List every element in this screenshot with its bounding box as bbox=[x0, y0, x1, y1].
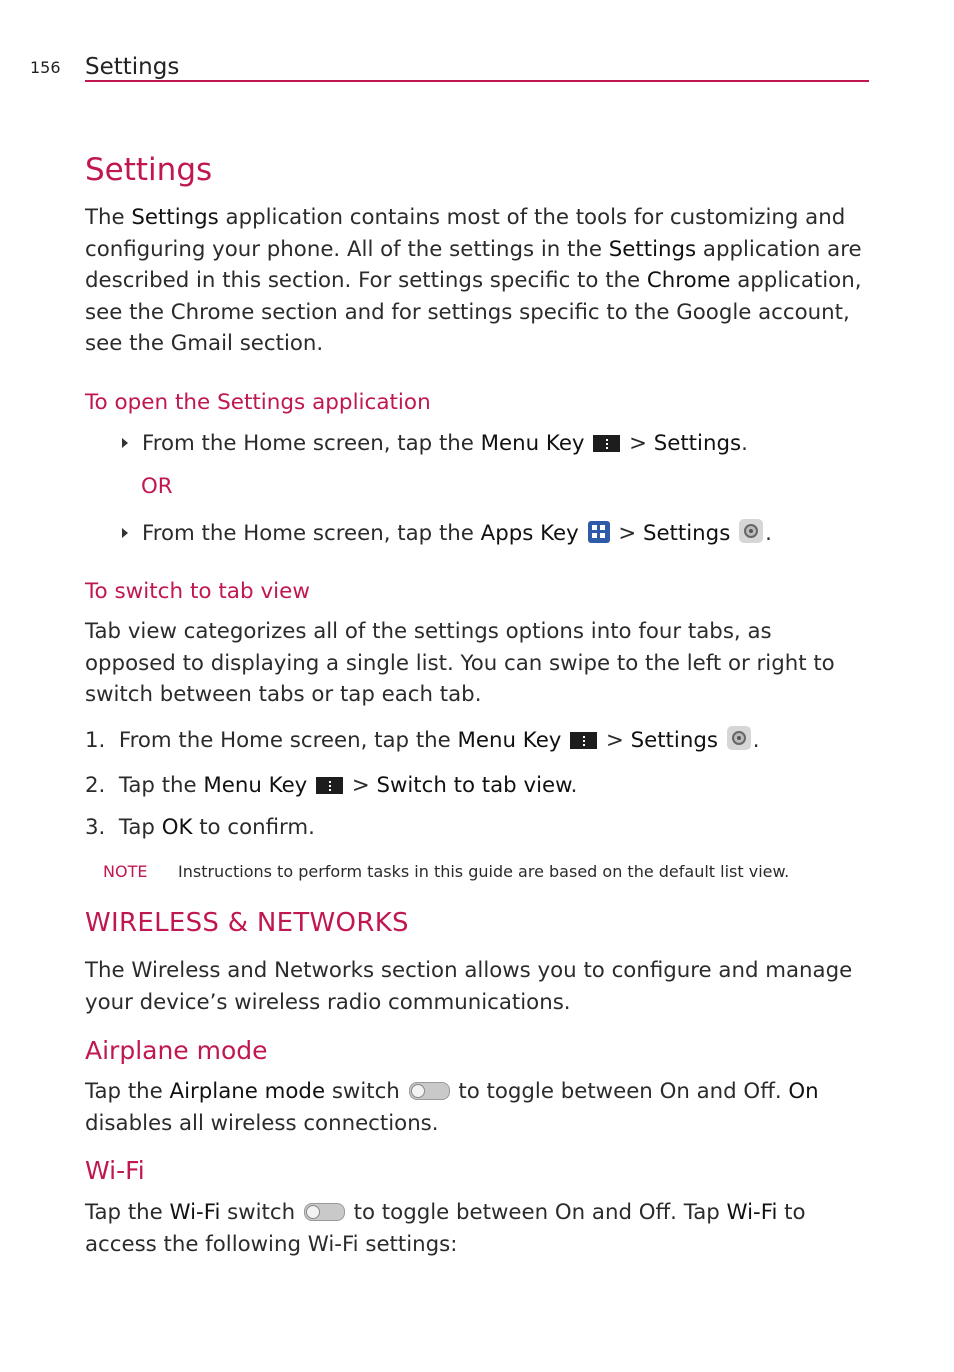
tab-view-step-3: 3. Tap OK to confirm. bbox=[85, 815, 315, 840]
tab-view-step-1: 1. From the Home screen, tap the Menu Key > Settings . bbox=[85, 728, 760, 753]
or-label: OR bbox=[141, 474, 173, 499]
bullet-arrow-icon bbox=[122, 528, 128, 538]
open-settings-step-1: From the Home screen, tap the Menu Key > Settings. bbox=[122, 428, 748, 459]
menu-key-icon bbox=[570, 732, 597, 749]
header-rule bbox=[85, 80, 869, 82]
menu-key-icon bbox=[316, 777, 343, 794]
open-settings-heading: To open the Settings application bbox=[85, 390, 431, 415]
settings-gear-icon bbox=[739, 519, 763, 543]
wifi-heading: Wi-Fi bbox=[85, 1156, 145, 1185]
intro-paragraph: The Settings application contains most of the tools for customizing and configuring your phone. All of the settings in the Settings application are described in this section. For settings specific to the Chrome application, see the Chrome section and for settings specific to the Google account, see the Gmail section. bbox=[85, 205, 862, 357]
note-text: Instructions to perform tasks in this guide are based on the default list view. bbox=[178, 862, 790, 881]
toggle-switch-icon bbox=[304, 1203, 345, 1221]
tab-view-step-2: 2. Tap the Menu Key > Switch to tab view. bbox=[85, 773, 578, 798]
settings-gear-icon bbox=[727, 726, 751, 750]
tab-view-description: Tab view categorizes all of the settings options into four tabs, as opposed to displaying a single list. You can swipe to the left or right to switch between tabs or tap each tab. bbox=[85, 619, 835, 708]
wifi-paragraph: Tap the Wi-Fi switch to toggle between On and Off. Tap Wi-Fi to access the following Wi-Fi settings: bbox=[85, 1200, 806, 1257]
page-number: 156 bbox=[30, 58, 61, 77]
wireless-description: The Wireless and Networks section allows you to configure and manage your device’s wireless radio communications. bbox=[85, 958, 853, 1015]
open-settings-step-2: From the Home screen, tap the Apps Key > Settings . bbox=[122, 518, 772, 549]
page-title: Settings bbox=[85, 152, 213, 188]
menu-key-icon bbox=[593, 435, 620, 452]
tab-view-heading: To switch to tab view bbox=[85, 579, 310, 604]
airplane-mode-heading: Airplane mode bbox=[85, 1036, 268, 1065]
airplane-mode-paragraph: Tap the Airplane mode switch to toggle between On and Off. On disables all wireless connections. bbox=[85, 1079, 819, 1136]
apps-key-icon bbox=[588, 521, 610, 543]
running-header: Settings bbox=[85, 54, 180, 80]
note-label: NOTE bbox=[103, 862, 148, 881]
toggle-switch-icon bbox=[409, 1082, 450, 1100]
bullet-arrow-icon bbox=[122, 438, 128, 448]
wireless-networks-heading: WIRELESS & NETWORKS bbox=[85, 908, 409, 938]
